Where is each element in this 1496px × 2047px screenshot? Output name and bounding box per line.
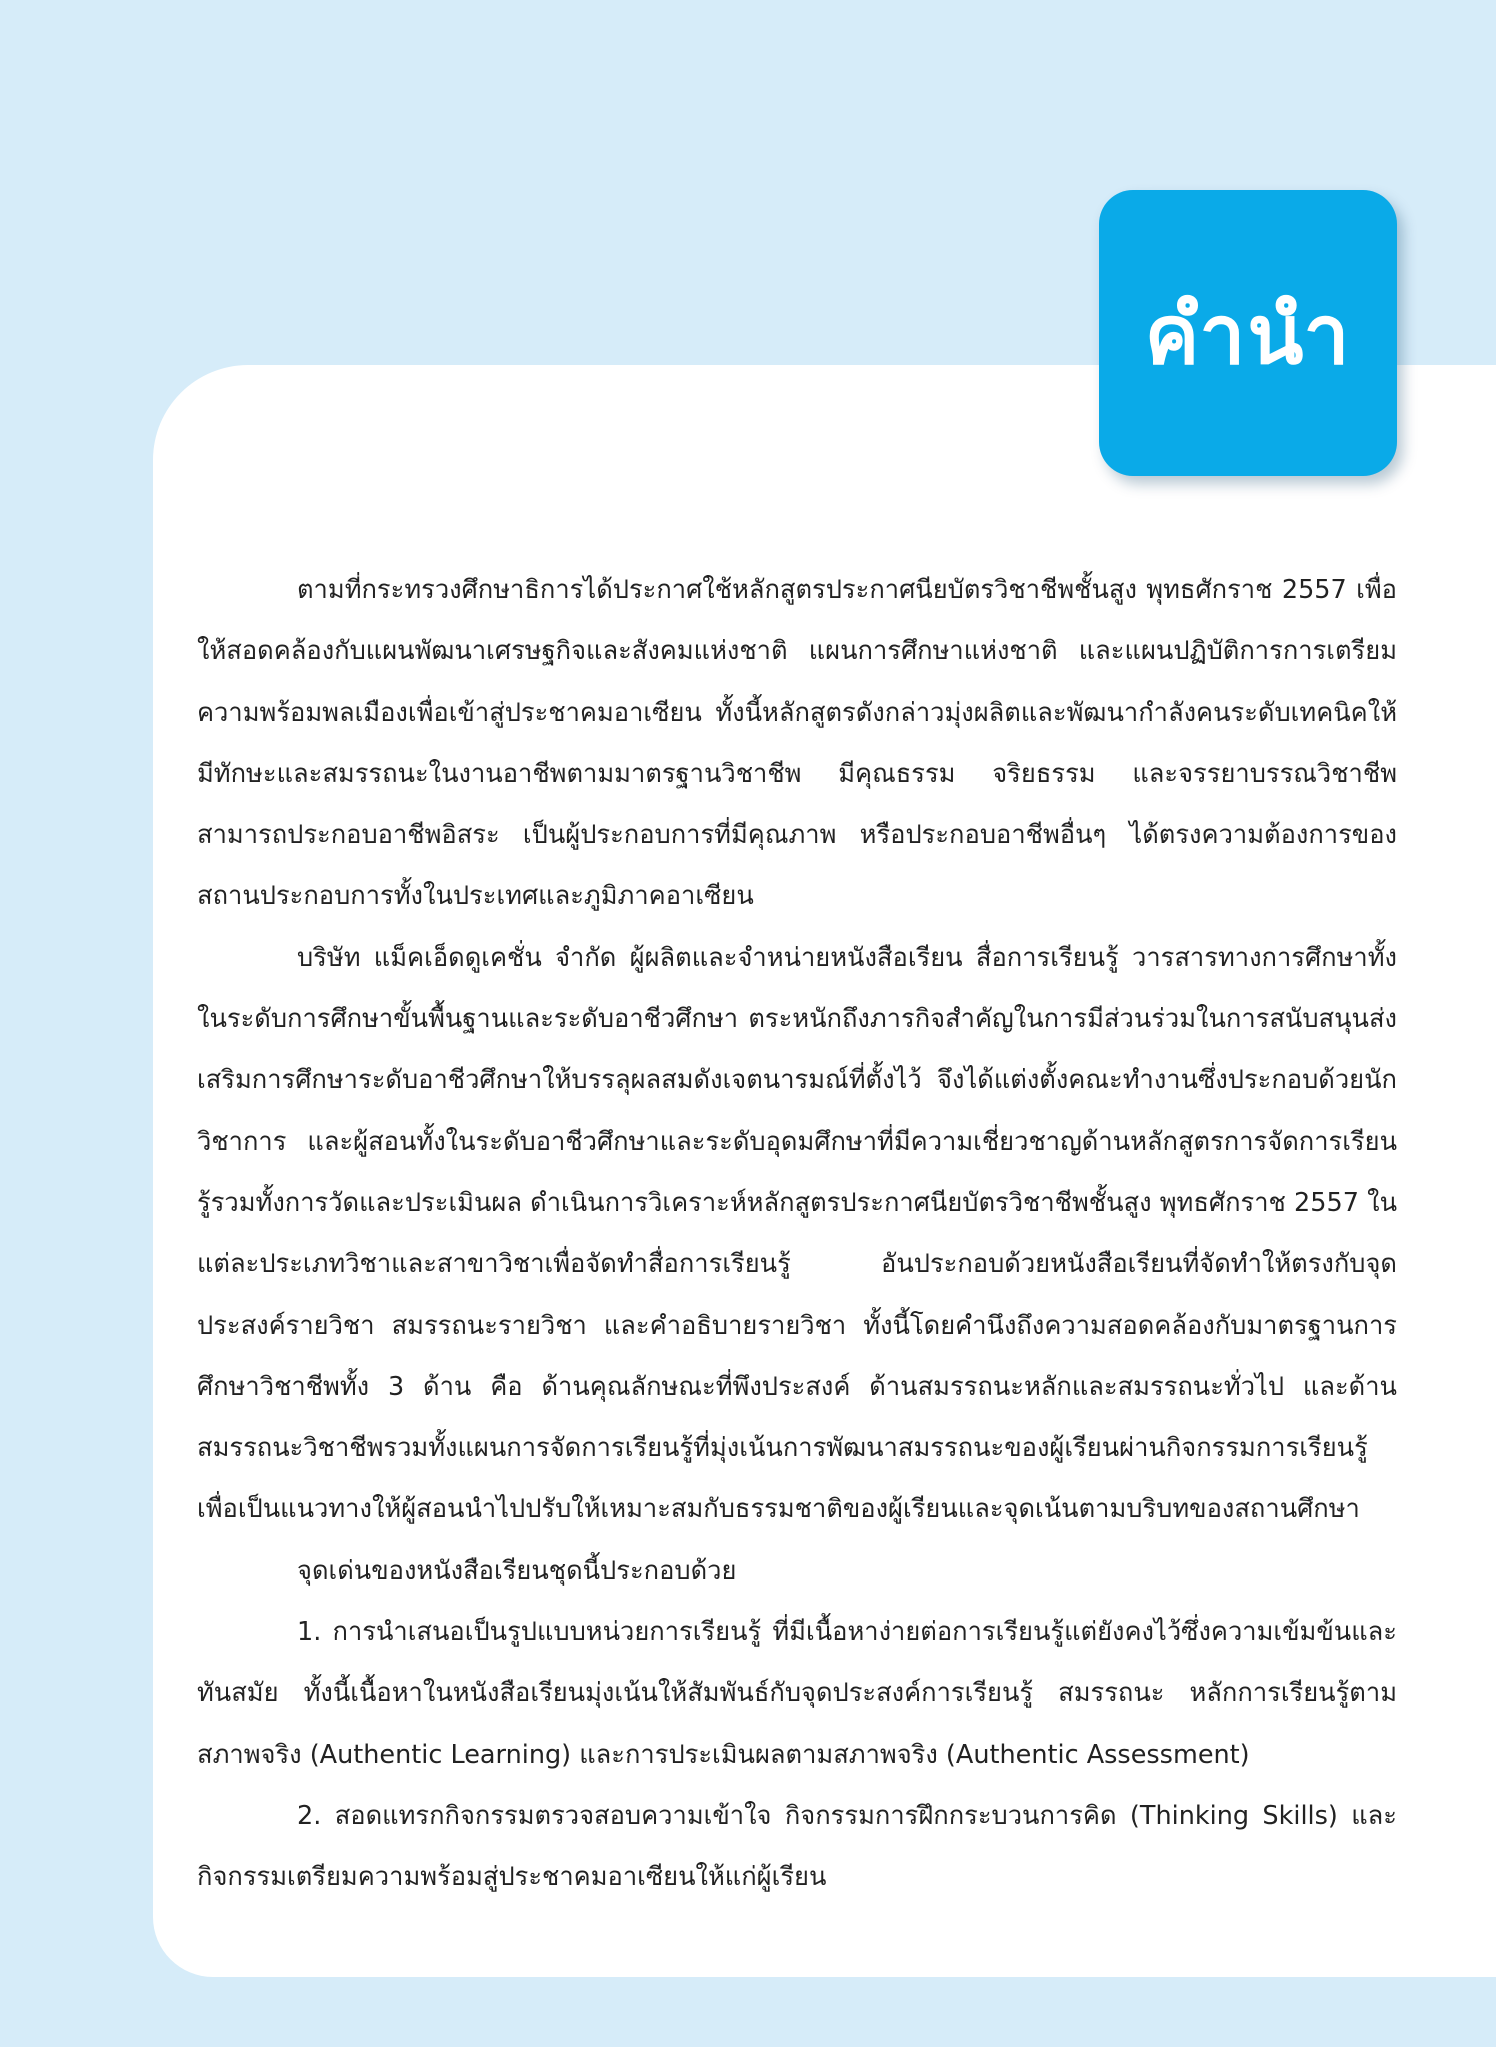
preface-body bbox=[197, 560, 1397, 1909]
page-title: คำนำ bbox=[1144, 288, 1352, 383]
paragraph-highlights-heading: จุดเด่นของหนังสือเรียนชุดนี้ประกอบด้วย bbox=[297, 1555, 737, 1586]
paragraph-highlight-1: 1. การนำเสนอเป็นรูปแบบหน่วยการเรียนรู้ ที่มีเนื้อหาง่ายต่อการเรียนรู้แต่ยังคงไว้ซึ่งความเข้มข้นและทันสมัย ทั้งนี้เนื้อหาในหนังสือเรียนมุ่งเน้นให้สัมพันธ์กับจุดประสงค์การเรียนรู้ สมรรถนะ หลักการเรียนรู้ตามสภาพจริง (Authentic Learning) และการประเมินผลตามสภาพจริง (Authentic Assessment) bbox=[197, 1617, 1397, 1770]
title-badge bbox=[1099, 190, 1397, 476]
paragraph-company: บริษัท แม็คเอ็ดดูเคชั่น จำกัด ผู้ผลิตและจำหน่ายหนังสือเรียน สื่อการเรียนรู้ วารสารทางการศึกษาทั้งในระดับการศึกษาขั้นพื้นฐานและระดับอาชีวศึกษา ตระหนักถึงภารกิจสำคัญในการมีส่วนร่วมในการสนับสนุนส่งเสริมการศึกษาระดับอาชีวศึกษาให้บรรลุผลสมดังเจตนารมณ์ที่ตั้งไว้ จึงได้แต่งตั้งคณะทำงานซึ่งประกอบด้วยนักวิชาการ และผู้สอนทั้งในระดับอาชีวศึกษาและระดับอุดมศึกษาที่มีความเชี่ยวชาญด้านหลักสูตรการจัดการเรียนรู้รวมทั้งการวัดและประเมินผล ดำเนินการวิเคราะห์หลักสูตรประกาศนียบัตรวิชาชีพชั้นสูง พุทธศักราช 2557 ในแต่ละประเภทวิชาและสาขาวิชาเพื่อจัดทำสื่อการเรียนรู้ อันประกอบด้วยหนังสือเรียนที่จัดทำให้ตรงกับจุดประสงค์รายวิชา สมรรถนะรายวิชา และคำอธิบายรายวิชา ทั้งนี้โดยคำนึงถึงความสอดคล้องกับมาตรฐานการศึกษาวิชาชีพทั้ง 3 ด้าน คือ ด้านคุณลักษณะที่พึงประสงค์ ด้านสมรรถนะหลักและสมรรถนะทั่วไป และด้านสมรรถนะวิชาชีพรวมทั้งแผนการจัดการเรียนรู้ที่มุ่งเน้นการพัฒนาสมรรถนะของผู้เรียนผ่านกิจกรรมการเรียนรู้เพื่อเป็นแนวทางให้ผู้สอนนำไปปรับให้เหมาะสมกับธรรมชาติของผู้เรียนและจุดเน้นตามบริบทของสถานศึกษา bbox=[197, 942, 1397, 1525]
paragraph-highlight-2: 2. สอดแทรกกิจกรรมตรวจสอบความเข้าใจ กิจกรรมการฝึกกระบวนการคิด (Thinking Skills) และกิจกรรมเตรียมความพร้อมสู่ประชาคมอาเซียนให้แก่ผู้เรียน bbox=[197, 1800, 1397, 1893]
paragraph-intro: ตามที่กระทรวงศึกษาธิการได้ประกาศใช้หลักสูตรประกาศนียบัตรวิชาชีพชั้นสูง พุทธศักราช 2557 เพื่อให้สอดคล้องกับแผนพัฒนาเศรษฐกิจและสังคมแห่งชาติ แผนการศึกษาแห่งชาติ และแผนปฏิบัติการการเตรียมความพร้อมพลเมืองเพื่อเข้าสู่ประชาคมอาเซียน ทั้งนี้หลักสูตรดังกล่าวมุ่งผลิตและพัฒนากำลังคนระดับเทคนิคให้มีทักษะและสมรรถนะในงานอาชีพตามมาตรฐานวิชาชีพ มีคุณธรรม จริยธรรม และจรรยาบรรณวิชาชีพ สามารถประกอบอาชีพอิสระ เป็นผู้ประกอบการที่มีคุณภาพ หรือประกอบอาชีพอื่นๆ ได้ตรงความต้องการของสถานประกอบการทั้งในประเทศและภูมิภาคอาเซียน bbox=[197, 575, 1397, 912]
